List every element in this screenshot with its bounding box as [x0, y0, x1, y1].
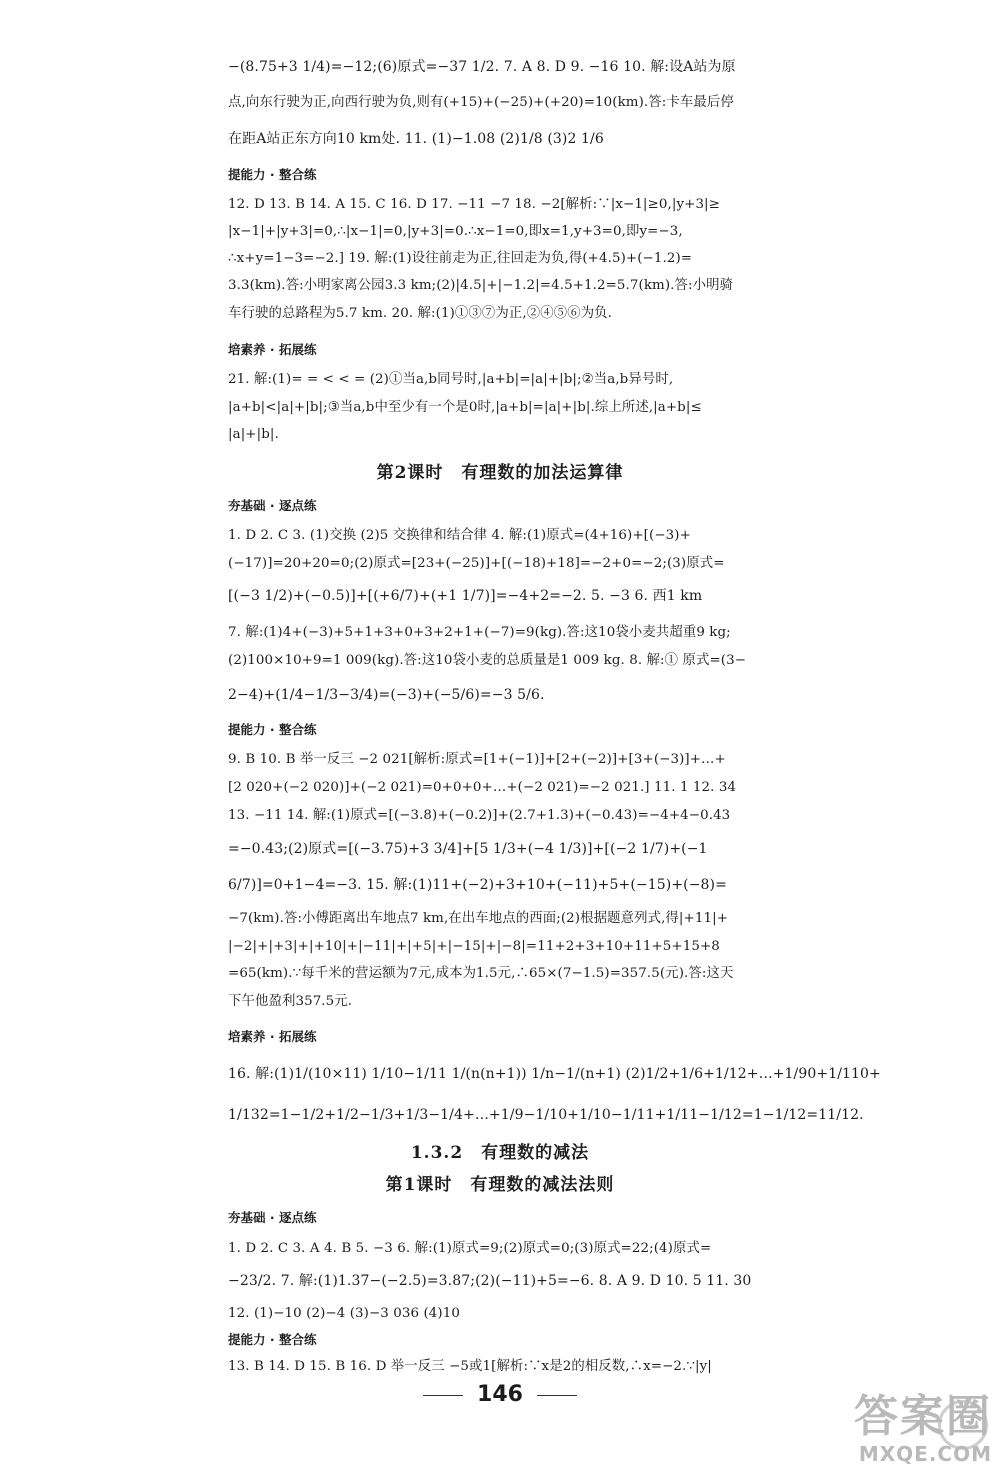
- text-line: ∴x+y=1−3=−2.] 19. 解:(1)设往前走为正,往回走为负,得(+4.5)+(−1.2)=: [228, 251, 693, 266]
- lesson-title: 第2课时 有理数的加法运算律: [376, 463, 624, 483]
- text-line: 16. 解:(1)1/(10×11) 1/10−1/11 1/(n(n+1)) 1/n−1/(n+1) (2)1/2+1/6+1/12+…+1/90+1/110+: [228, 1066, 881, 1082]
- page-number-text: 146: [477, 1382, 523, 1407]
- section-heading: 培素养 · 拓展练: [228, 1029, 317, 1044]
- text-line: 下午他盈利357.5元.: [228, 994, 353, 1009]
- text-line: (2)100×10+9=1 009(kg).答:这10袋小麦的总质量是1 009 kg. 8. 解:① 原式=(3−: [228, 653, 747, 668]
- text-line: 13. −11 14. 解:(1)原式=[(−3.8)+(−0.2)]+(2.7+1.3)+(−0.43)=−4+4−0.43: [228, 808, 731, 823]
- text-line: 12. D 13. B 14. A 15. C 16. D 17. −11 −7 18. −2[解析:∵|x−1|≥0,|y+3|≥: [228, 197, 720, 212]
- watermark-url: MXQE.COM: [858, 1442, 992, 1466]
- watermark: [777, 1392, 992, 1466]
- text-line: =65(km).∵每千米的营运额为7元,成本为1.5元,∴65×(7−1.5)=357.5(元).答:这天: [228, 966, 734, 981]
- section-heading: 提能力 · 整合练: [228, 1332, 317, 1347]
- section-heading: 培素养 · 拓展练: [228, 342, 317, 357]
- text-line: −(8.75+3 1/4)=−12;(6)原式=−37 1/2. 7. A 8. D 9. −16 10. 解:设A站为原: [228, 59, 736, 75]
- section-title: 1.3.2 有理数的减法: [410, 1143, 590, 1163]
- text-line: 2−4)+(1/4−1/3−3/4)=(−3)+(−5/6)=−3 5/6.: [228, 687, 545, 703]
- text-line: [2 020+(−2 020)]+(−2 021)=0+0+0+…+(−2 021)=−2 021.] 11. 1 12. 34: [228, 780, 737, 795]
- text-line: 7. 解:(1)4+(−3)+5+1+3+0+3+2+1+(−7)=9(kg).答:这10袋小麦共超重9 kg;: [228, 625, 731, 640]
- text-line: 点,向东行驶为正,向西行驶为负,则有(+15)+(−25)+(+20)=10(km).答:卡车最后停: [228, 95, 734, 110]
- section-heading: 提能力 · 整合练: [228, 722, 317, 737]
- text-line: 1. D 2. C 3. (1)交换 (2)5 交换律和结合律 4. 解:(1)原式=(4+16)+[(−3)+: [228, 528, 691, 543]
- text-line: 9. B 10. B 举一反三 −2 021[解析:原式=[1+(−1)]+[2+(−2)]+[3+(−3)]+…+: [228, 752, 726, 767]
- page-number-dash-left: [423, 1395, 463, 1396]
- text-line: |a|+|b|.: [228, 427, 279, 442]
- watermark-brand: 答案圈: [854, 1391, 992, 1442]
- text-line: 6/7)]=0+1−4=−3. 15. 解:(1)11+(−2)+3+10+(−11)+5+(−15)+(−8)=: [228, 877, 727, 893]
- text-line: 21. 解:(1)= = < < = (2)①当a,b同号时,|a+b|=|a|+|b|;②当a,b异号时,: [228, 372, 674, 387]
- text-line: (−17)]=20+20=0;(2)原式=[23+(−25)]+[(−18)+18]=−2+0=−2;(3)原式=: [228, 556, 725, 571]
- text-line: 12. (1)−10 (2)−4 (3)−3 036 (4)10: [228, 1306, 460, 1321]
- text-line: 13. B 14. D 15. B 16. D 举一反三 −5或1[解析:∵x是2的相反数,∴x=−2.∵|y|: [228, 1359, 712, 1374]
- text-line: 车行驶的总路程为5.7 km. 20. 解:(1)①③⑦为正,②④⑤⑥为负.: [228, 306, 613, 321]
- page-number-dash-right: [537, 1395, 577, 1396]
- section-heading: 夯基础 · 逐点练: [228, 498, 317, 513]
- lesson-title: 第1课时 有理数的减法法则: [385, 1175, 615, 1195]
- section-heading: 提能力 · 整合练: [228, 167, 317, 182]
- text-line: =−0.43;(2)原式=[(−3.75)+3 3/4]+[5 1/3+(−4 1/3)]+[(−2 1/7)+(−1: [228, 841, 708, 857]
- text-line: 在距A站正东方向10 km处. 11. (1)−1.08 (2)1/8 (3)2 1/6: [228, 131, 604, 147]
- text-line: −7(km).答:小傅距离出车地点7 km,在出车地点的西面;(2)根据题意列式,得|+11|+: [228, 911, 729, 926]
- text-line: 1/132=1−1/2+1/2−1/3+1/3−1/4+…+1/9−1/10+1/10−1/11+1/11−1/12=1−1/12=11/12.: [228, 1107, 864, 1123]
- text-line: [(−3 1/2)+(−0.5)]+[(+6/7)+(+1 1/7)]=−4+2=−2. 5. −3 6. 西1 km: [228, 588, 703, 604]
- text-line: |a+b|<|a|+|b|;③当a,b中至少有一个是0时,|a+b|=|a|+|b|.综上所述,|a+b|≤: [228, 400, 702, 415]
- text-line: 1. D 2. C 3. A 4. B 5. −3 6. 解:(1)原式=9;(2)原式=0;(3)原式=22;(4)原式=: [228, 1241, 712, 1256]
- text-line: |−2|+|+3|+|+10|+|−11|+|+5|+|−15|+|−8|=11+2+3+10+11+5+15+8: [228, 939, 720, 954]
- section-heading: 夯基础 · 逐点练: [228, 1210, 317, 1225]
- text-line: −23/2. 7. 解:(1)1.37−(−2.5)=3.87;(2)(−11)+5=−6. 8. A 9. D 10. 5 11. 30: [228, 1273, 752, 1289]
- text-line: 3.3(km).答:小明家离公园3.3 km;(2)|4.5|+|−1.2|=4.5+1.2=5.7(km).答:小明骑: [228, 278, 734, 293]
- text-line: |x−1|+|y+3|=0,∴|x−1|=0,|y+3|=0.∴x−1=0,即x=1,y+3=0,即y=−3,: [228, 224, 683, 239]
